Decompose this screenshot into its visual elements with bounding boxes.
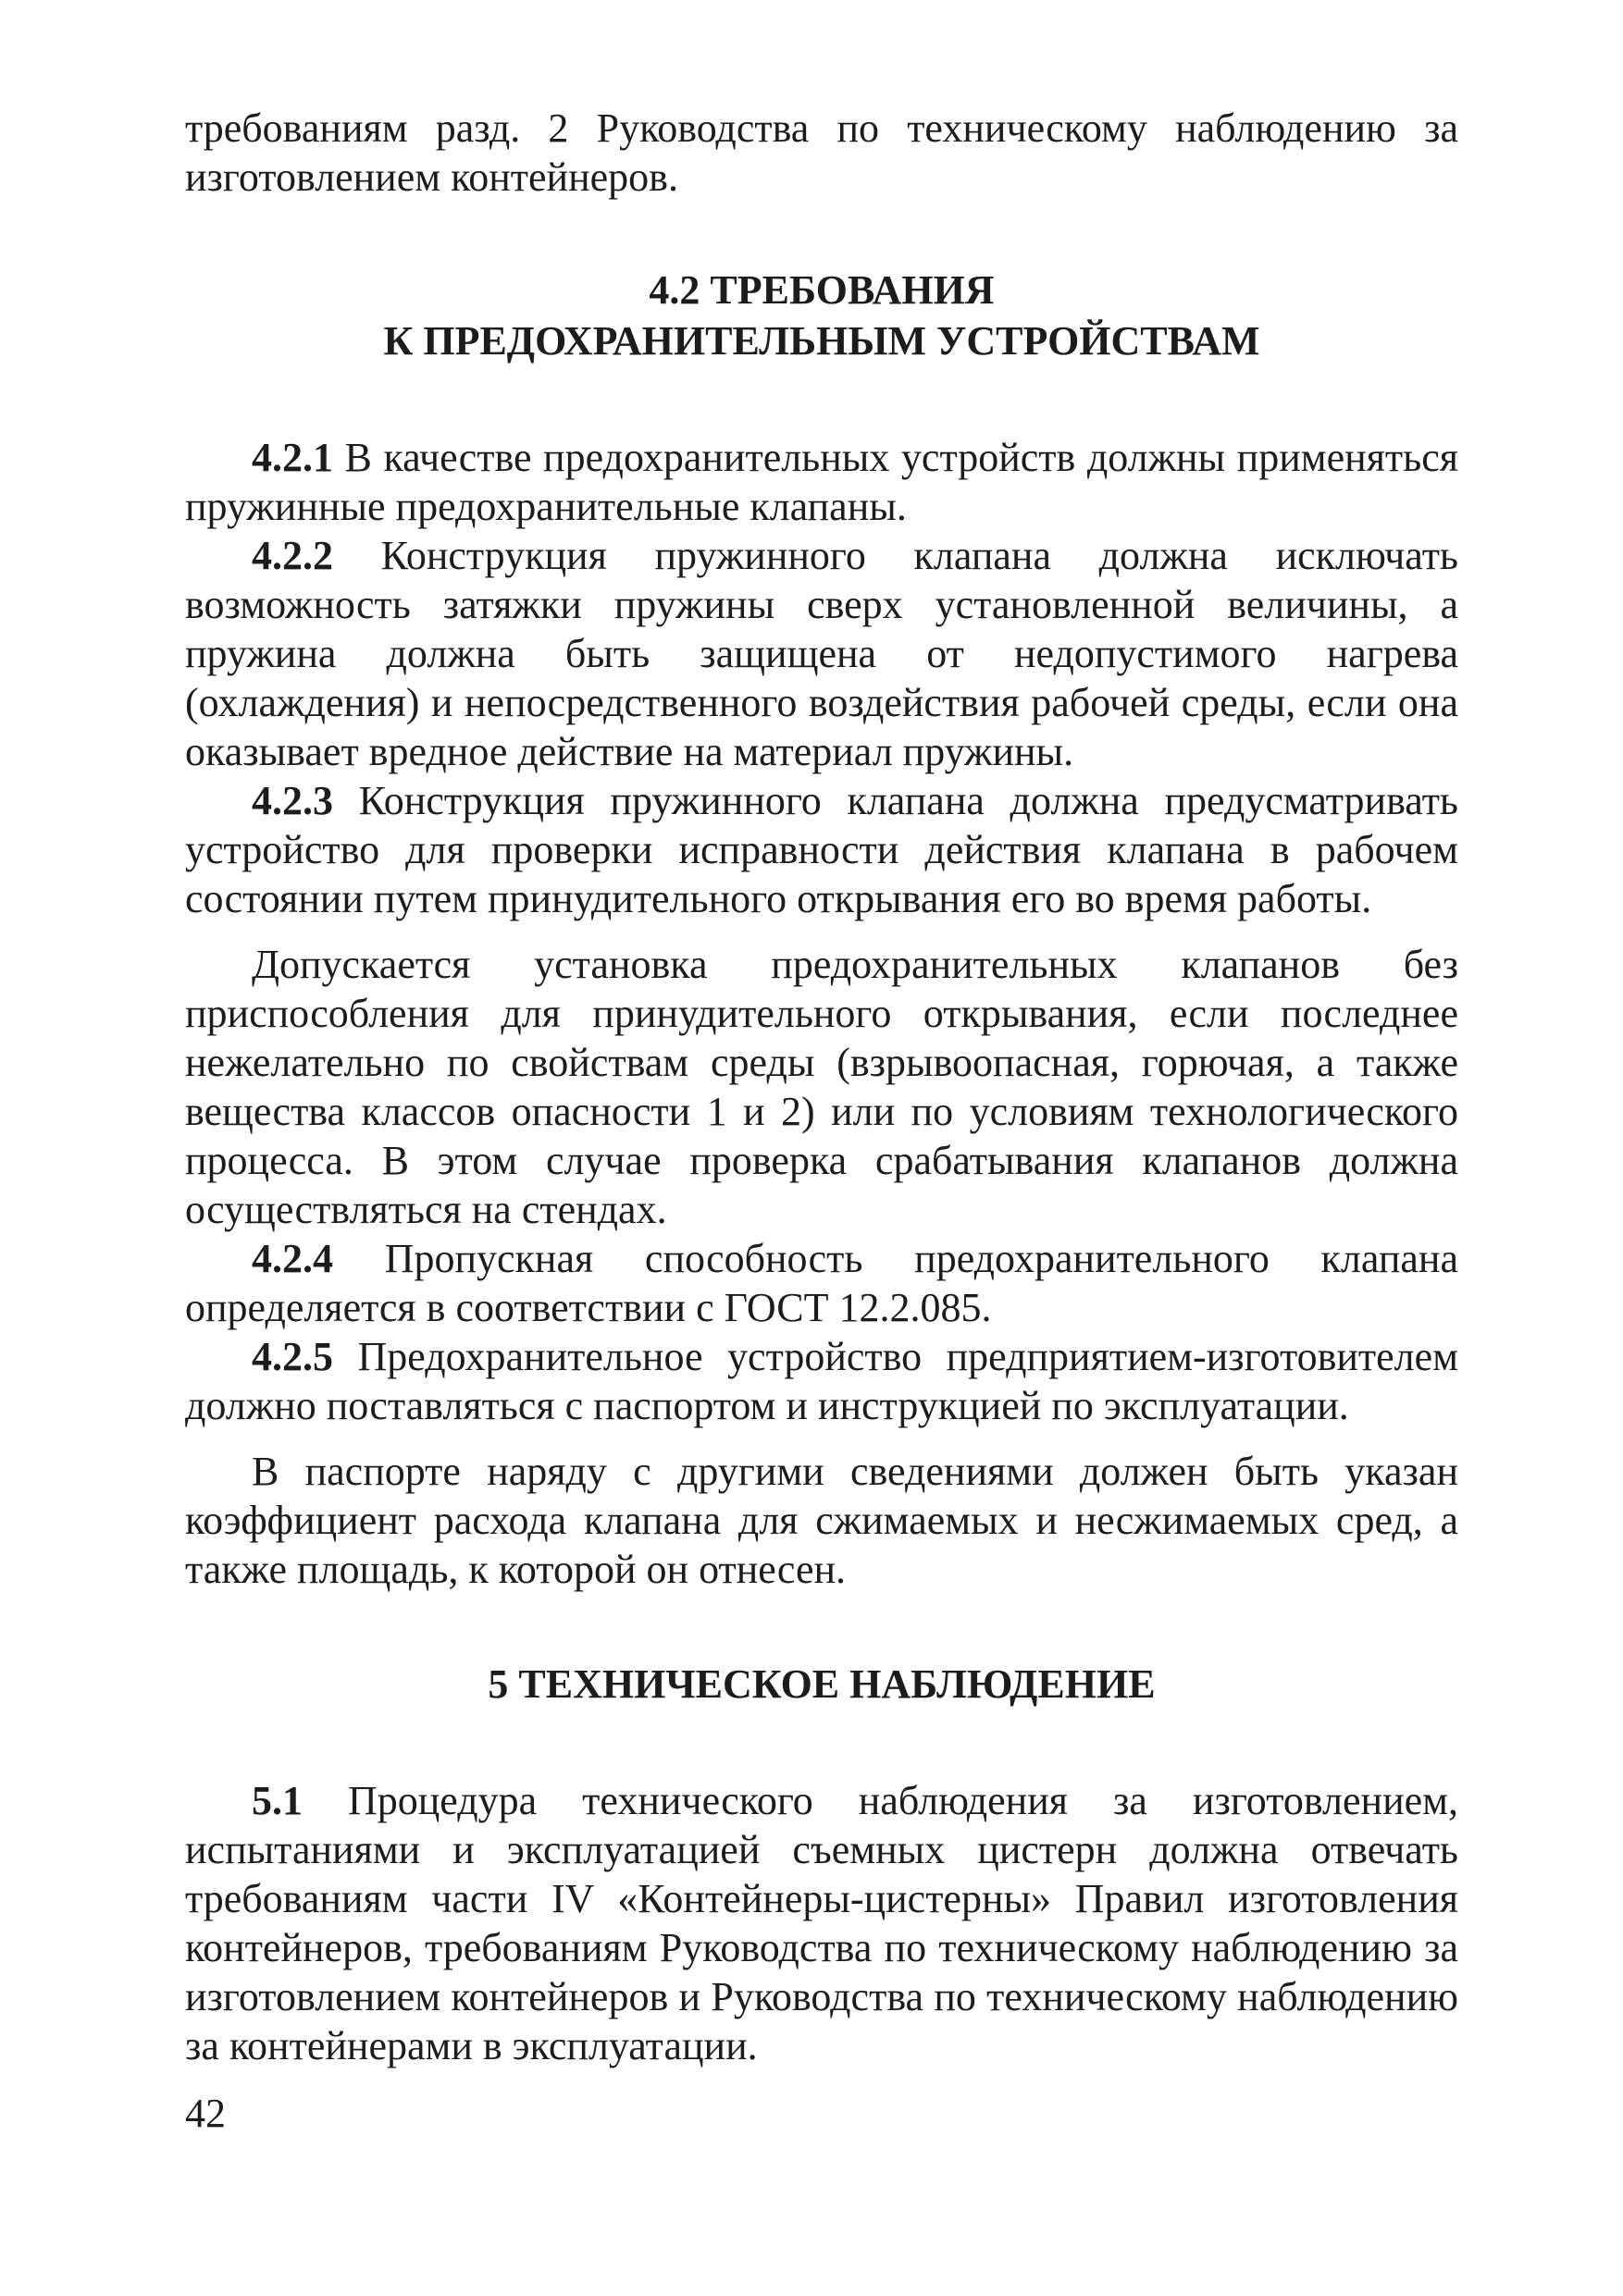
paragraph-text: Процедура технического наблюдения за изготовлением, испытаниями и эксплуатацией съемных цистерн должна отвечать требованиям части IV «Контейнеры-цистерны» Правил изготовления контейнеров, требованиям Руководства по техническому наблюдению за изготовлением контейнеров и Руководства по техническому наблюдению за контейнерами в эксплуатации.: [185, 1778, 1458, 2068]
paragraph-5-1: [185, 1776, 1458, 2070]
intro-paragraph: требованиям разд. 2 Руководства по техническому наблюдению за изготовлением контейнеров.: [185, 105, 1458, 200]
paragraph-4-2-3-continuation: Допускается установка предохранительных клапанов без приспособления для принудительного открывания, если последнее нежелательно по свойствам среды (взрывоопасная, горючая, а также вещества классов опасности 1 и 2) или по условиям технологического процесса. В этом случае проверка срабатывания клапанов должна осуществляться на стендах.: [185, 942, 1458, 1232]
paragraph-4-2-4: [185, 1234, 1458, 1332]
paragraph-text: Пропускная способность предохранительного клапана определяется в соответствии с ГОСТ 12.2.085.: [185, 1236, 1458, 1330]
section-4-2-title-line1: 4.2 ТРЕБОВАНИЯ: [649, 267, 995, 313]
paragraph-4-2-5: [185, 1332, 1458, 1430]
paragraph-number: 4.2.3: [252, 778, 333, 823]
paragraph-text: В качестве предохранительных устройств должны применяться пружинные предохранительные клапаны.: [185, 435, 1458, 529]
paragraph-text: Конструкция пружинного клапана должна исключать возможность затяжки пружины сверх установленной величины, а пружина должна быть защищена от недопустимого нагрева (охлаждения) и непосредственного воздействия рабочей среды, если она оказывает вредное действие на материал пружины.: [185, 533, 1458, 774]
paragraph-number: 4.2.2: [252, 533, 333, 578]
paragraph-4-2-2: [185, 531, 1458, 776]
paragraph-4-2-1: [185, 433, 1458, 531]
paragraph-4-2-5-continuation: В паспорте наряду с другими сведениями должен быть указан коэффициент расхода клапана для сжимаемых и несжимаемых сред, а также площадь, к которой он отнесен.: [185, 1449, 1458, 1592]
document-page: [185, 104, 1458, 2070]
paragraph-text: Предохранительное устройство предприятием-изготовителем должно поставляться с паспортом и инструкцией по эксплуатации.: [185, 1334, 1458, 1428]
paragraph-number: 5.1: [252, 1778, 303, 1823]
section-5-heading: [185, 1659, 1458, 1710]
section-4-2-title-line2: К ПРЕДОХРАНИТЕЛЬНЫМ УСТРОЙСТВАМ: [383, 318, 1260, 364]
page-number: 42: [185, 2091, 226, 2136]
section-5-title: 5 ТЕХНИЧЕСКОЕ НАБЛЮДЕНИЕ: [488, 1661, 1156, 1707]
section-4-2-heading: [185, 265, 1458, 366]
paragraph-number: 4.2.5: [252, 1334, 333, 1379]
paragraph-number: 4.2.4: [252, 1236, 333, 1281]
paragraph-4-2-3: [185, 776, 1458, 923]
paragraph-number: 4.2.1: [252, 435, 333, 480]
paragraph-text: Конструкция пружинного клапана должна предусматривать устройство для проверки исправности действия клапана в рабочем состоянии путем принудительного открывания его во время работы.: [185, 778, 1458, 921]
